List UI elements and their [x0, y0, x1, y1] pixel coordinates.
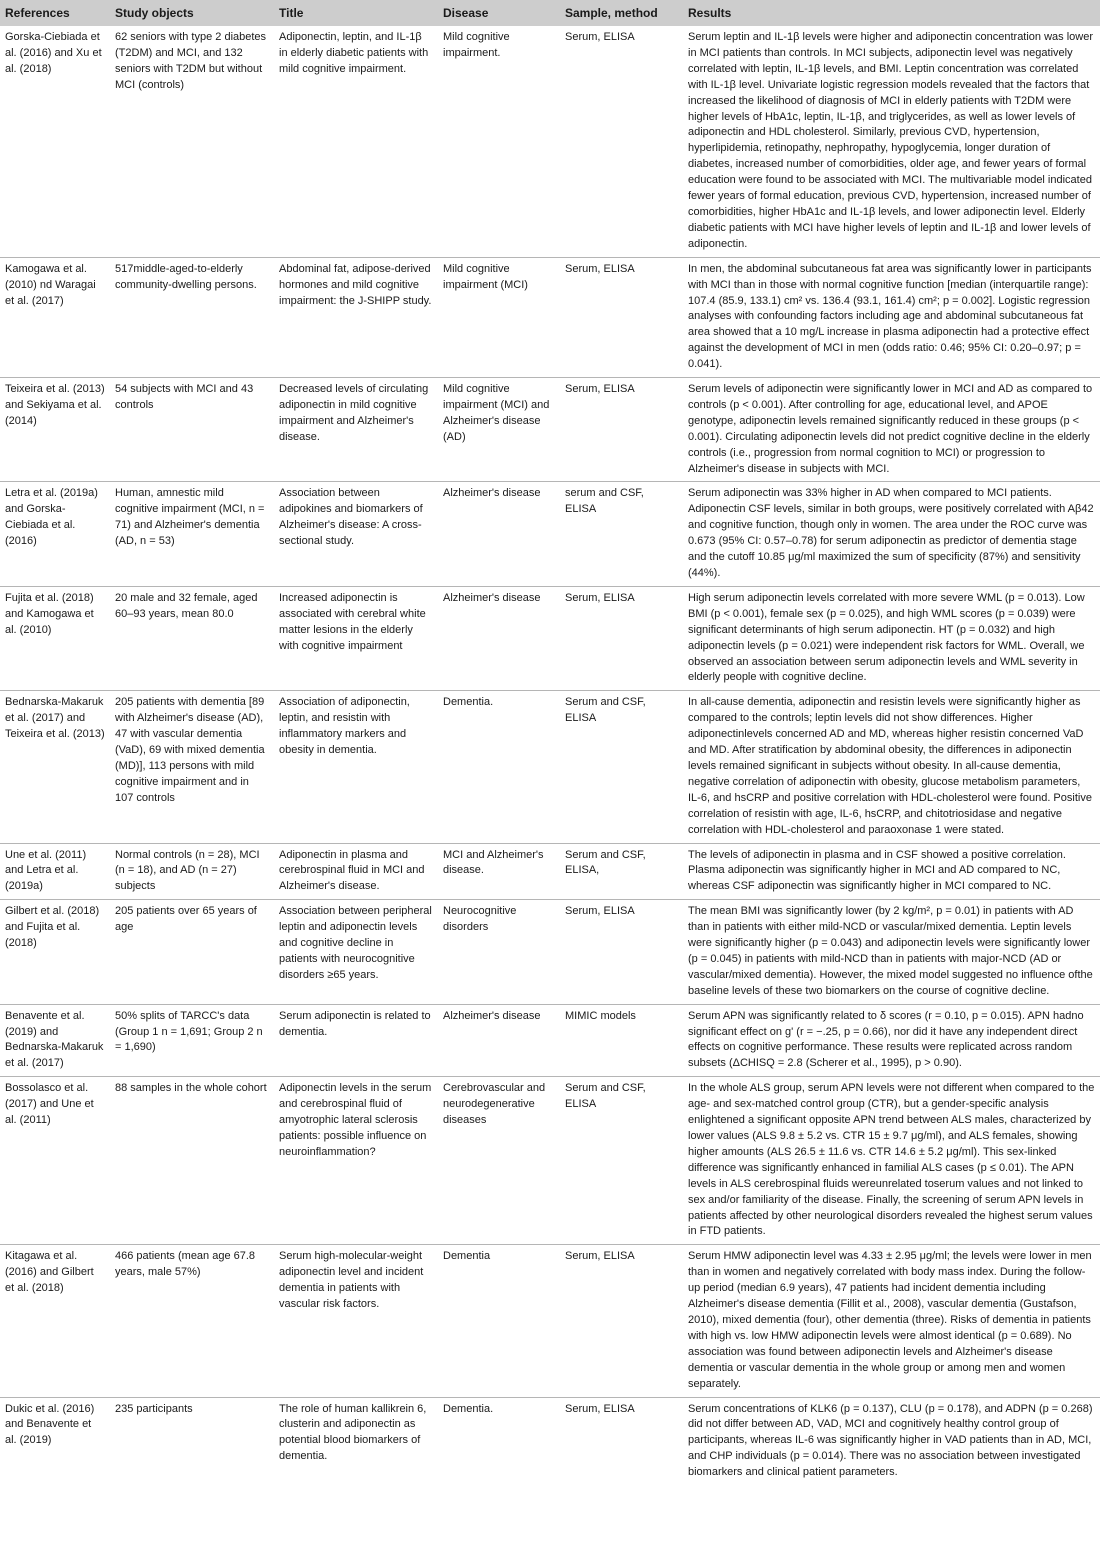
cell-study-objects: 517middle-aged-to-elderly community-dwelling persons. — [115, 262, 257, 291]
cell-study-objects: 235 participants — [115, 1402, 193, 1415]
header-row — [0, 0, 1100, 26]
cell-sample-method: Serum, ELISA — [565, 905, 635, 918]
cell-results: Serum adiponectin was 33% higher in AD when compared to MCI patients. Adiponectin CSF levels, similar in both groups, were positively correlated with Aβ42 and cognitive function, though only in women. The area under the ROC curve was 0.673 (95% CI: 0.57–0.78) for serum adiponectin as predictor of dementia stage and the cutoff 10.85 μg/ml maximized the sum of specificity (87%) and sensitivity (44%). — [688, 487, 1094, 579]
cell-title: Association of adiponectin, leptin, and resistin with inflammatory markers and obesity in dementia. — [279, 696, 410, 757]
cell-references: Kitagawa et al. (2016) and Gilbert et al. (2018) — [5, 1250, 94, 1295]
cell-study-objects: 20 male and 32 female, aged 60–93 years, mean 80.0 — [115, 591, 258, 620]
cell-references: Dukic et al. (2016) and Benavente et al. (2019) — [5, 1402, 95, 1447]
cell-disease: Mild cognitive impairment (MCI) and Alzheimer's disease (AD) — [443, 383, 550, 443]
table-row — [0, 1004, 1100, 1077]
cell-references: Kamogawa et al. (2010) nd Waragai et al. (2017) — [5, 262, 96, 307]
table-row — [0, 1245, 1100, 1397]
cell-disease: Dementia. — [443, 1402, 494, 1415]
cell-sample-method: MIMIC models — [565, 1009, 636, 1022]
table-header — [0, 0, 1100, 26]
cell-results: Serum HMW adiponectin level was 4.33 ± 2.95 μg/ml; the levels were lower in men than in women and negatively correlated with body mass index. During the follow-up period (median 6.9 years), 47 patients had incident dementia including Alzheimer's disease dementia (Fillit et al., 2008), vascular dementia (Gustafson, 2010), mixed dementia (four), other dementia (three). Risks of dementia in patients with high vs. low HMW adiponectin levels were almost identical (p = 0.689). No association was found between adiponectin levels and Alzheimer's disease dementia or vascular dementia in the whole group or among men and women separately. — [688, 1250, 1092, 1390]
cell-study-objects: Human, amnestic mild cognitive impairment (MCI, n = 71) and Alzheimer's dementia (AD, n = 53) — [115, 487, 265, 548]
table-row — [0, 1397, 1100, 1485]
cell-results: In the whole ALS group, serum APN levels were not different when compared to the age- and sex-matched control group (CTR), but a gender-specific analysis enlightened a significant opposite APN trend between ALS males, characterized by lower values (ALS 9.8 ± 5.2 vs. CTR 15 ± 9.7 μg/ml), and ALS females, showing higher amounts (ALS 26.5 ± 11.6 vs. CTR 14.6 ± 5.2 μg/ml). This sex-linked difference was significantly enhanced in familial ALS cases (p ≤ 0.01). The APN levels in ALS cerebrospinal fluids wereunrelated toserum values and not linked to sex and/or familiarity of the disease. Finally, the screening of serum APN levels in patients affected by other neurological disorders revealed the highest serum values in FTD patients. — [688, 1082, 1095, 1238]
table-row — [0, 691, 1100, 843]
cell-study-objects: 205 patients over 65 years of age — [115, 905, 257, 934]
cell-references: Gorska-Ciebiada et al. (2016) and Xu et al. (2018) — [5, 31, 102, 75]
header-sample-method: Sample, method — [560, 0, 683, 26]
cell-disease: MCI and Alzheimer's disease. — [443, 848, 544, 877]
cell-disease: Dementia — [443, 1250, 491, 1263]
cell-references: Teixeira et al. (2013) and Sekiyama et al. (2014) — [5, 383, 105, 427]
cell-sample-method: Serum and CSF, ELISA, — [565, 848, 646, 877]
cell-references: Gilbert et al. (2018) and Fujita et al. (2018) — [5, 905, 100, 950]
cell-sample-method: Serum, ELISA — [565, 262, 635, 275]
cell-references: Bednarska-Makaruk et al. (2017) and Teixeira et al. (2013) — [5, 696, 105, 741]
table-row — [0, 843, 1100, 900]
cell-results: Serum leptin and IL-1β levels were higher and adiponectin concentration was lower in MCI patients than controls. In MCI subjects, adiponectin level was negatively correlated with leptin, IL-1β levels, and BMI. Leptin concentration was correlated with IL-1β level. Univariate logistic regression models revealed that the factors that increased the likelihood of diagnosis of MCI in elderly patients with T2DM were higher levels of HbA1c, leptin, IL-1β, and triglycerides, as well as lower levels of adiponectin and HDL cholesterol. Similarly, previous CVD, hypertension, hyperlipidemia, retinopathy, nephropathy, hypoglycemia, longer duration of diabetes, increased number of comorbidities, older age, and fewer years of formal education were found to be associated with MCI. The multivariable model indicated fewer years of formal education, previous CVD, hypertension, increased number of comorbidities, higher HbA1c and IL-1β levels, and lower adiponectin level. Elderly diabetic patients with MCI have higher levels of leptin and IL-1β and lower levels of adiponectin. — [688, 31, 1094, 250]
cell-sample-method: Serum, ELISA — [565, 591, 635, 604]
cell-title: Decreased levels of circulating adiponectin in mild cognitive impairment and Alzheimer's disease. — [279, 383, 429, 443]
cell-results: The levels of adiponectin in plasma and in CSF showed a positive correlation. Plasma adiponectin was significantly higher in MCI and AD compared to NC, whereas CSF adiponectin was significantly higher in MCI compared to NC. — [688, 848, 1066, 893]
cell-title: Adiponectin, leptin, and IL-1β in elderly diabetic patients with mild cognitive impairment. — [279, 31, 429, 75]
cell-disease: Mild cognitive impairment (MCI) — [443, 262, 528, 291]
cell-study-objects: 205 patients with dementia [89 with Alzheimer's disease (AD), 47 with vascular dementia (VaD), 69 with mixed dementia (MD)], 113 persons with mild cognitive impairment and in 107 controls — [115, 696, 265, 804]
cell-disease: Dementia. — [443, 696, 494, 709]
table-row — [0, 378, 1100, 482]
cell-disease: Neurocognitive disorders — [443, 905, 517, 934]
cell-study-objects: 466 patients (mean age 67.8 years, male 57%) — [115, 1250, 256, 1279]
cell-disease: Alzheimer's disease — [443, 591, 541, 604]
cell-references: Fujita et al. (2018) and Kamogawa et al. (2010) — [5, 591, 94, 636]
header-disease: Disease — [438, 0, 560, 26]
cell-references: Une et al. (2011) and Letra et al. (2019a) — [5, 848, 87, 893]
cell-sample-method: Serum, ELISA — [565, 31, 635, 43]
cell-sample-method: Serum, ELISA — [565, 383, 635, 396]
header-title: Title — [274, 0, 438, 26]
cell-study-objects: Normal controls (n = 28), MCI (n = 18), and AD (n = 27) subjects — [115, 848, 260, 893]
cell-sample-method: Serum, ELISA — [565, 1402, 635, 1415]
cell-sample-method: Serum and CSF, ELISA — [565, 1082, 646, 1111]
cell-disease: Alzheimer's disease — [443, 487, 541, 500]
cell-sample-method: serum and CSF, ELISA — [565, 487, 644, 516]
cell-results: The mean BMI was significantly lower (by 2 kg/m², p = 0.01) in patients with AD than in patients with either mild-NCD or vascular/mixed dementia. Leptin levels were significantly higher (p = 0.043) and adiponectin levels were significantly lower (p = 0.045) in patients with mild-NCD than in patients with major-NCD (AD or vascular/mixed dementia). However, the mixed model suggested no influence ofthe baseline levels of these two biomarkers on the course of cognitive decline. — [688, 905, 1093, 997]
cell-title: Adiponectin in plasma and cerebrospinal fluid in MCI and Alzheimer's disease. — [279, 848, 425, 893]
cell-title: Adiponectin levels in the serum and cerebrospinal fluid of amyotrophic lateral sclerosis patients: possible influence on neuroinflammation? — [279, 1082, 432, 1158]
cell-results: Serum levels of adiponectin were significantly lower in MCI and AD as compared to controls (p < 0.001). After controlling for age, educational level, and APOE genotype, adiponectin levels remained significantly reduced in these groups (p < 0.001). Circulating adiponectin levels did not predict cognitive decline in the elderly controls (i.e., progression from normal cognition to MCI) or progression to Alzheimer's disease in subjects with MCI. — [688, 383, 1093, 475]
cell-references: Letra et al. (2019a) and Gorska-Ciebiada et al. (2016) — [5, 487, 98, 548]
table-row — [0, 26, 1100, 257]
table-row — [0, 900, 1100, 1004]
cell-results: In all-cause dementia, adiponectin and resistin levels were significantly higher as compared to the controls; leptin levels did not show differences. Higher adiponectinlevels concerned AD and MD, whereas higher resistin concerned VaD and MD. After stratification by abdominal obesity, the differences in adiponectin levels remained significant in subjects without obesity. In all-cause dementia, negative correlation of adiponectin with obesity, glucose metabolism parameters, IL-6, and hsCRP and positive correlation with HDL-cholesterol were found. Positive correlation of resistin with age, IL-6, hsCRP, and chitotriosidase and negative correlation with HDL-cholesterol and paraoxonase 1 were stated. — [688, 696, 1092, 836]
cell-study-objects: 54 subjects with MCI and 43 controls — [115, 383, 254, 411]
table-body — [0, 26, 1100, 1485]
cell-results: Serum concentrations of KLK6 (p = 0.137), CLU (p = 0.178), and ADPN (p = 0.268) did not differ between AD, VAD, MCI and cognitively healthy control group of participants, whereas IL-6 was significantly higher in VAD patients than in AD, MCI, and CHP individuals (p = 0.014). There was no association between investigated biomarkers and clinical patient parameters. — [688, 1402, 1093, 1479]
cell-study-objects: 50% splits of TARCC's data (Group 1 n = 1,691; Group 2 n = 1,690) — [115, 1009, 263, 1054]
cell-title: Association between peripheral leptin and adiponectin levels and cognitive decline in patients with neurocognitive disorders ≥65 years. — [279, 905, 432, 981]
header-study-objects: Study objects — [110, 0, 274, 26]
cell-title: Serum high-molecular-weight adiponectin level and incident dementia in patients with vascular risk factors. — [279, 1250, 424, 1311]
table-row — [0, 586, 1100, 690]
cell-title: Serum adiponectin is related to dementia. — [279, 1009, 431, 1038]
cell-disease: Alzheimer's disease — [443, 1009, 541, 1022]
cell-title: Increased adiponectin is associated with cerebral white matter lesions in the elderly with cognitive impairment — [279, 591, 426, 652]
cell-sample-method: Serum, ELISA — [565, 1250, 635, 1263]
cell-title: The role of human kallikrein 6, clusterin and adiponectin as potential blood biomarkers of dementia. — [279, 1402, 427, 1463]
cell-results: High serum adiponectin levels correlated with more severe WML (p = 0.013). Low BMI (p < 0.001), female sex (p = 0.025), and high WML scores (p = 0.039) were significant determinants of high serum adiponectin. HT (p = 0.032) and high adiponectin levels (p = 0.021) were independent risk factors for WML. Overall, we observed an association between serum adiponectin levels and WML severity in elderly people with cognitive decline. — [688, 591, 1085, 684]
cell-disease: Cerebrovascular and neurodegenerative diseases — [443, 1082, 546, 1127]
table-row — [0, 257, 1100, 377]
cell-results: In men, the abdominal subcutaneous fat area was significantly lower in participants with MCI than in those with normal cognitive function [median (interquartile range): 107.4 (85.9, 133.1) cm² vs. 136.4 (93.1, 161.4) cm²; p = 0.002]. Logistic regression analyses with confounding factors including age and abdominal subcutaneous fat area showed that a 10 mg/L increase in plasma adiponectin had a protective effect against the development of MCI in men (odds ratio: 0.46; 95% CI: 0.20–0.97; p = 0.041). — [688, 262, 1092, 371]
header-results: Results — [683, 0, 1100, 26]
cell-results: Serum APN was significantly related to δ scores (r = 0.10, p = 0.015). APN hadno significant effect on g' (r = −.25, p = 0.66), nor did it have any independent direct effects on cognitive performance. These results were replicated across random subsets (ΔCHISQ = 2.8 (Scherer et al., 1995), p > 0.90). — [688, 1009, 1084, 1070]
header-references: References — [0, 0, 110, 26]
cell-study-objects: 88 samples in the whole cohort — [115, 1082, 267, 1095]
table-row — [0, 1077, 1100, 1245]
table-row — [0, 482, 1100, 586]
cell-study-objects: 62 seniors with type 2 diabetes (T2DM) and MCI, and 132 seniors with T2DM but without MCI (controls) — [115, 31, 267, 91]
cell-disease: Mild cognitive impairment. — [443, 31, 510, 59]
cell-title: Abdominal fat, adipose-derived hormones and mild cognitive impairment: the J-SHIPP study. — [279, 262, 432, 307]
cell-title: Association between adipokines and biomarkers of Alzheimer's disease: A cross-sectional study. — [279, 487, 423, 548]
cell-sample-method: Serum and CSF, ELISA — [565, 696, 646, 725]
cell-references: Benavente et al. (2019) and Bednarska-Makaruk et al. (2017) — [5, 1009, 104, 1070]
cell-references: Bossolasco et al. (2017) and Une et al. (2011) — [5, 1082, 94, 1127]
